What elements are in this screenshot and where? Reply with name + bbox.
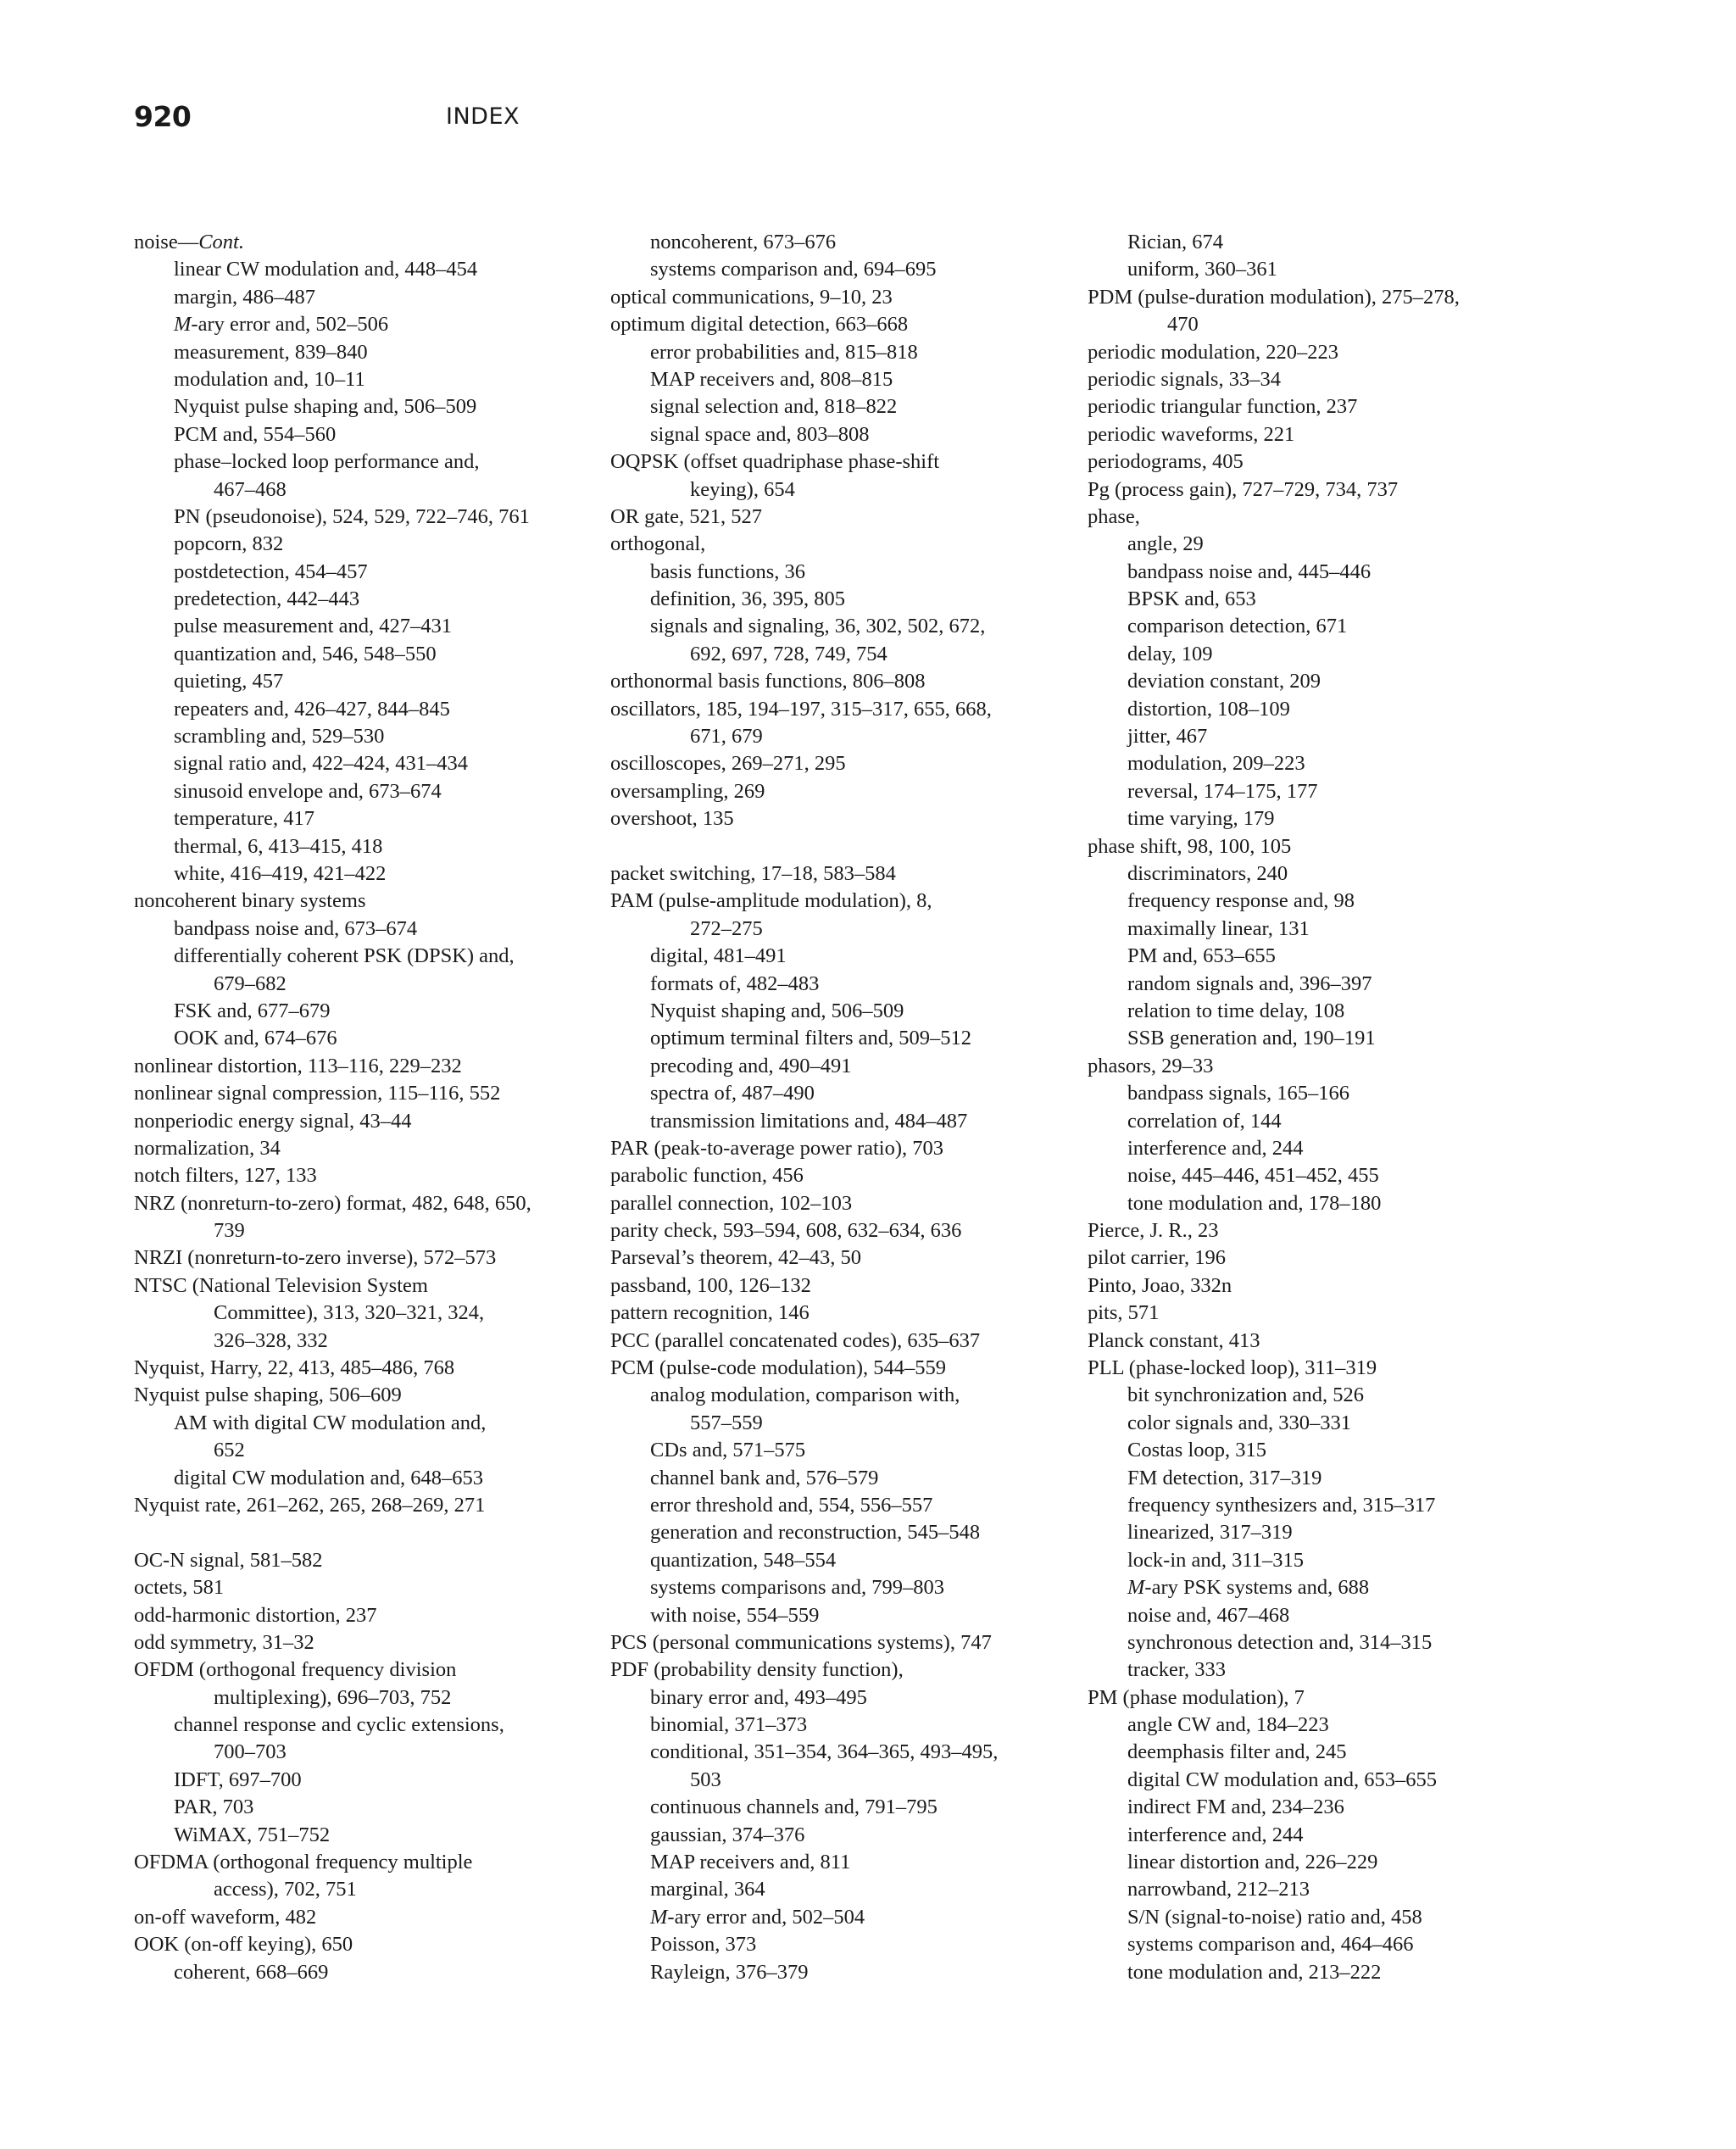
index-entry: tone modulation and, 213–222 <box>1127 1960 1382 1984</box>
index-entry: gaussian, 374–376 <box>650 1823 805 1846</box>
index-entry: delay, 109 <box>1127 642 1213 665</box>
index-entry: error probabilities and, 815–818 <box>650 340 918 364</box>
index-entry: quieting, 457 <box>174 670 284 693</box>
index-entry: M-ary error and, 502–506 <box>174 313 389 337</box>
index-entry: PAR, 703 <box>174 1795 254 1819</box>
index-entry: binomial, 371–373 <box>650 1713 808 1737</box>
index-entry: white, 416–419, 421–422 <box>174 861 387 885</box>
index-entry: periodic signals, 33–34 <box>1088 367 1281 391</box>
index-entry: FM detection, 317–319 <box>1127 1466 1322 1489</box>
index-entry: Nyquist pulse shaping and, 506–509 <box>174 395 477 419</box>
index-entry: PLL (phase-locked loop), 311–319 <box>1088 1356 1377 1380</box>
index-entry: deemphasis filter and, 245 <box>1127 1740 1347 1764</box>
index-entry: 326–328, 332 <box>214 1328 328 1352</box>
index-entry: temperature, 417 <box>174 807 314 831</box>
running-head: INDEX <box>446 103 520 130</box>
index-entry: Pg (process gain), 727–729, 734, 737 <box>1088 477 1399 501</box>
index-entry: periodic modulation, 220–223 <box>1088 340 1338 364</box>
index-entry: PCC (parallel concatenated codes), 635–637 <box>610 1328 981 1352</box>
index-entry: on-off waveform, 482 <box>134 1905 317 1929</box>
index-entry: marginal, 364 <box>650 1878 765 1901</box>
index-entry: noise and, 467–468 <box>1127 1603 1290 1627</box>
index-entry: parallel connection, 102–103 <box>610 1191 853 1215</box>
index-entry: S/N (signal-to-noise) ratio and, 458 <box>1127 1905 1422 1929</box>
index-entry: repeaters and, 426–427, 844–845 <box>174 697 450 721</box>
index-entry: orthogonal, <box>610 532 706 556</box>
page-number: 920 <box>134 100 192 133</box>
index-entry: channel bank and, 576–579 <box>650 1466 879 1489</box>
index-entry: binary error and, 493–495 <box>650 1685 867 1709</box>
index-column-3 <box>1088 229 1460 1986</box>
index-entry: PAR (peak-to-average power ratio), 703 <box>610 1136 944 1160</box>
index-entry: Poisson, 373 <box>650 1933 757 1957</box>
index-entry: Costas loop, 315 <box>1127 1439 1267 1462</box>
index-entry: narrowband, 212–213 <box>1127 1878 1310 1901</box>
index-entry: formats of, 482–483 <box>650 972 820 995</box>
index-entry: PN (pseudonoise), 524, 529, 722–746, 761 <box>174 504 530 528</box>
index-entry: linear distortion and, 226–229 <box>1127 1851 1378 1874</box>
index-entry: color signals and, 330–331 <box>1127 1411 1352 1434</box>
index-entry: 679–682 <box>214 972 287 995</box>
index-entry: phase–locked loop performance and, <box>174 450 480 474</box>
index-entry: IDFT, 697–700 <box>174 1768 302 1791</box>
index-entry: FSK and, 677–679 <box>174 999 331 1022</box>
index-entry: passband, 100, 126–132 <box>610 1273 811 1297</box>
index-entry: jitter, 467 <box>1127 725 1208 749</box>
index-entry: CDs and, 571–575 <box>650 1439 806 1462</box>
index-entry: definition, 36, 395, 805 <box>650 587 846 611</box>
index-entry: Planck constant, 413 <box>1088 1328 1260 1352</box>
index-entry: differentially coherent PSK (DPSK) and, <box>174 944 515 968</box>
index-entry: OFDM (orthogonal frequency division <box>134 1658 457 1682</box>
index-entry: error threshold and, 554, 556–557 <box>650 1493 933 1517</box>
index-entry: angle, 29 <box>1127 532 1204 556</box>
index-entry: noise, 445–446, 451–452, 455 <box>1127 1164 1379 1188</box>
index-entry: with noise, 554–559 <box>650 1603 820 1627</box>
index-entry: OC-N signal, 581–582 <box>134 1548 323 1572</box>
index-entry: nonperiodic energy signal, 43–44 <box>134 1109 412 1133</box>
index-entry: synchronous detection and, 314–315 <box>1127 1630 1433 1654</box>
index-entry: MAP receivers and, 808–815 <box>650 367 893 391</box>
index-entry: comparison detection, 671 <box>1127 615 1348 638</box>
index-entry: sinusoid envelope and, 673–674 <box>174 779 442 803</box>
index-entry: systems comparison and, 464–466 <box>1127 1933 1414 1957</box>
index-entry: PM (phase modulation), 7 <box>1088 1685 1305 1709</box>
index-entry: 503 <box>690 1768 721 1791</box>
index-entry: relation to time delay, 108 <box>1127 999 1345 1022</box>
index-entry: systems comparisons and, 799–803 <box>650 1576 945 1600</box>
index-entry: optical communications, 9–10, 23 <box>610 285 893 309</box>
index-entry: 700–703 <box>214 1740 287 1764</box>
index-entry: MAP receivers and, 811 <box>650 1851 851 1874</box>
index-entry: Parseval’s theorem, 42–43, 50 <box>610 1246 861 1270</box>
index-entry: 272–275 <box>690 916 763 940</box>
index-entry: margin, 486–487 <box>174 285 315 309</box>
index-entry: 692, 697, 728, 749, 754 <box>690 642 887 665</box>
index-entry: Rician, 674 <box>1127 231 1223 253</box>
index-entry: OQPSK (offset quadriphase phase-shift <box>610 450 940 474</box>
index-entry: keying), 654 <box>690 477 795 501</box>
index-entry: periodograms, 405 <box>1088 450 1244 474</box>
index-entry: coherent, 668–669 <box>174 1960 329 1984</box>
index-entry: maximally linear, 131 <box>1127 916 1310 940</box>
index-entry: nonlinear distortion, 113–116, 229–232 <box>134 1054 462 1077</box>
index-entry: signal selection and, 818–822 <box>650 395 898 419</box>
index-entry: pulse measurement and, 427–431 <box>174 615 452 638</box>
index-entry: AM with digital CW modulation and, <box>174 1411 487 1434</box>
index-entry: optimum terminal filters and, 509–512 <box>650 1027 972 1050</box>
index-entry: Nyquist pulse shaping, 506–609 <box>134 1383 402 1407</box>
index-entry: quantization and, 546, 548–550 <box>174 642 437 665</box>
index-entry: indirect FM and, 234–236 <box>1127 1795 1344 1819</box>
index-entry: oscillators, 185, 194–197, 315–317, 655, 668, <box>610 697 992 721</box>
index-entry: NRZ (nonreturn-to-zero) format, 482, 648, 650, <box>134 1191 531 1215</box>
index-entry: signal space and, 803–808 <box>650 422 870 446</box>
index-entry: popcorn, 832 <box>174 532 284 556</box>
index-entry: tone modulation and, 178–180 <box>1127 1191 1382 1215</box>
index-entry: spectra of, 487–490 <box>650 1082 815 1105</box>
index-entry: digital CW modulation and, 648–653 <box>174 1466 483 1489</box>
index-entry: parabolic function, 456 <box>610 1164 804 1188</box>
index-entry: 652 <box>214 1439 245 1462</box>
index-entry: continuous channels and, 791–795 <box>650 1795 938 1819</box>
index-entry: deviation constant, 209 <box>1127 670 1321 693</box>
index-entry: discriminators, 240 <box>1127 861 1288 885</box>
index-entry: 671, 679 <box>690 725 763 749</box>
index-entry: Nyquist shaping and, 506–509 <box>650 999 904 1022</box>
index-spacer <box>134 1519 531 1546</box>
index-entry: PM and, 653–655 <box>1127 944 1276 968</box>
index-entry: interference and, 244 <box>1127 1823 1304 1846</box>
index-entry: Committee), 313, 320–321, 324, <box>214 1301 485 1325</box>
index-entry: SSB generation and, 190–191 <box>1127 1027 1376 1050</box>
index-entry: PAM (pulse-amplitude modulation), 8, <box>610 889 932 913</box>
index-entry: phasors, 29–33 <box>1088 1054 1214 1077</box>
index-entry: orthonormal basis functions, 806–808 <box>610 670 926 693</box>
index-entry: signal ratio and, 422–424, 431–434 <box>174 752 469 776</box>
index-entry: multiplexing), 696–703, 752 <box>214 1685 452 1709</box>
index-entry: 557–559 <box>690 1411 763 1434</box>
index-entry: frequency synthesizers and, 315–317 <box>1127 1493 1436 1517</box>
index-entry: OFDMA (orthogonal frequency multiple <box>134 1851 473 1874</box>
index-entry: digital, 481–491 <box>650 944 787 968</box>
index-entry: conditional, 351–354, 364–365, 493–495, <box>650 1740 999 1764</box>
index-entry: phase, <box>1088 504 1140 528</box>
index-entry: packet switching, 17–18, 583–584 <box>610 861 896 885</box>
index-entry: odd symmetry, 31–32 <box>134 1630 314 1654</box>
index-entry: PCM (pulse-code modulation), 544–559 <box>610 1356 947 1380</box>
index-entry: 739 <box>214 1219 245 1243</box>
index-entry: systems comparison and, 694–695 <box>650 258 937 281</box>
index-entry: OOK (on-off keying), 650 <box>134 1933 353 1957</box>
index-entry: uniform, 360–361 <box>1127 258 1277 281</box>
index-column-2 <box>610 229 998 1986</box>
index-entry: frequency response and, 98 <box>1127 889 1355 913</box>
index-entry: odd-harmonic distortion, 237 <box>134 1603 377 1627</box>
index-entry: bit synchronization and, 526 <box>1127 1383 1364 1407</box>
index-entry: bandpass noise and, 673–674 <box>174 916 418 940</box>
index-entry: analog modulation, comparison with, <box>650 1383 960 1407</box>
index-entry: thermal, 6, 413–415, 418 <box>174 834 383 858</box>
index-entry: PCM and, 554–560 <box>174 422 337 446</box>
index-spacer <box>610 833 998 860</box>
index-entry: angle CW and, 184–223 <box>1127 1713 1329 1737</box>
index-entry: linear CW modulation and, 448–454 <box>174 258 478 281</box>
index-entry: 470 <box>1167 313 1199 337</box>
index-entry: WiMAX, 751–752 <box>174 1823 331 1846</box>
index-entry: NTSC (National Television System <box>134 1273 428 1297</box>
index-entry: NRZI (nonreturn-to-zero inverse), 572–573 <box>134 1246 497 1270</box>
index-entry: signals and signaling, 36, 302, 502, 672, <box>650 615 986 638</box>
index-entry: phase shift, 98, 100, 105 <box>1088 834 1292 858</box>
index-entry: pattern recognition, 146 <box>610 1301 810 1325</box>
page-header <box>134 100 1575 142</box>
index-entry: PDM (pulse-duration modulation), 275–278, <box>1088 285 1460 309</box>
index-entry: nonlinear signal compression, 115–116, 552 <box>134 1082 501 1105</box>
index-entry: interference and, 244 <box>1127 1136 1304 1160</box>
index-entry: generation and reconstruction, 545–548 <box>650 1521 981 1545</box>
index-entry: precoding and, 490–491 <box>650 1054 852 1077</box>
index-entry: time varying, 179 <box>1127 807 1275 831</box>
index-entry: access), 702, 751 <box>214 1878 357 1901</box>
index-entry: overshoot, 135 <box>610 807 734 831</box>
index-entry: correlation of, 144 <box>1127 1109 1282 1133</box>
index-entry: digital CW modulation and, 653–655 <box>1127 1768 1437 1791</box>
index-entry: parity check, 593–594, 608, 632–634, 636 <box>610 1219 962 1243</box>
index-entry: distortion, 108–109 <box>1127 697 1290 721</box>
index-entry: periodic waveforms, 221 <box>1088 422 1295 446</box>
index-entry: BPSK and, 653 <box>1127 587 1256 611</box>
index-entry: normalization, 34 <box>134 1136 281 1160</box>
index-entry: PDF (probability density function), <box>610 1658 904 1682</box>
index-entry: modulation and, 10–11 <box>174 367 365 391</box>
index-entry: notch filters, 127, 133 <box>134 1164 317 1188</box>
index-entry: PCS (personal communications systems), 747 <box>610 1630 992 1654</box>
index-entry: channel response and cyclic extensions, <box>174 1713 504 1737</box>
index-entry: M-ary error and, 502–504 <box>650 1905 865 1929</box>
index-entry: measurement, 839–840 <box>174 340 368 364</box>
index-entry: OOK and, 674–676 <box>174 1027 337 1050</box>
index-entry: random signals and, 396–397 <box>1127 972 1372 995</box>
index-column-1 <box>134 229 531 1986</box>
index-entry: Pinto, Joao, 332n <box>1088 1273 1232 1297</box>
index-entry: modulation, 209–223 <box>1127 752 1305 776</box>
index-entry: Pierce, J. R., 23 <box>1088 1219 1219 1243</box>
index-entry: pilot carrier, 196 <box>1088 1246 1226 1270</box>
index-entry: linearized, 317–319 <box>1127 1521 1293 1545</box>
index-entry: lock-in and, 311–315 <box>1127 1548 1304 1572</box>
index-entry: M-ary PSK systems and, 688 <box>1127 1576 1370 1600</box>
index-entry: 467–468 <box>214 477 287 501</box>
index-entry: transmission limitations and, 484–487 <box>650 1109 968 1133</box>
index-entry: quantization, 548–554 <box>650 1548 837 1572</box>
index-entry: periodic triangular function, 237 <box>1088 395 1358 419</box>
index-entry: oversampling, 269 <box>610 779 765 803</box>
index-entry: predetection, 442–443 <box>174 587 360 611</box>
index-entry: OR gate, 521, 527 <box>610 504 762 528</box>
index-entry: noncoherent, 673–676 <box>650 231 837 253</box>
index-entry: Rayleign, 376–379 <box>650 1960 809 1984</box>
index-entry: basis functions, 36 <box>650 560 806 583</box>
index-entry: postdetection, 454–457 <box>174 560 368 583</box>
index-entry: bandpass signals, 165–166 <box>1127 1082 1349 1105</box>
index-entry: reversal, 174–175, 177 <box>1127 779 1318 803</box>
index-entry: scrambling and, 529–530 <box>174 725 385 749</box>
index-entry: Nyquist rate, 261–262, 265, 268–269, 271 <box>134 1493 486 1517</box>
index-entry: oscilloscopes, 269–271, 295 <box>610 752 846 776</box>
index-entry: octets, 581 <box>134 1576 225 1600</box>
index-entry: bandpass noise and, 445–446 <box>1127 560 1372 583</box>
index-entry: tracker, 333 <box>1127 1658 1227 1682</box>
index-entry: pits, 571 <box>1088 1301 1160 1325</box>
index-entry: noise—Cont. <box>134 231 244 253</box>
index-entry: Nyquist, Harry, 22, 413, 485–486, 768 <box>134 1356 455 1380</box>
index-entry: optimum digital detection, 663–668 <box>610 313 909 337</box>
index-entry: noncoherent binary systems <box>134 889 366 913</box>
